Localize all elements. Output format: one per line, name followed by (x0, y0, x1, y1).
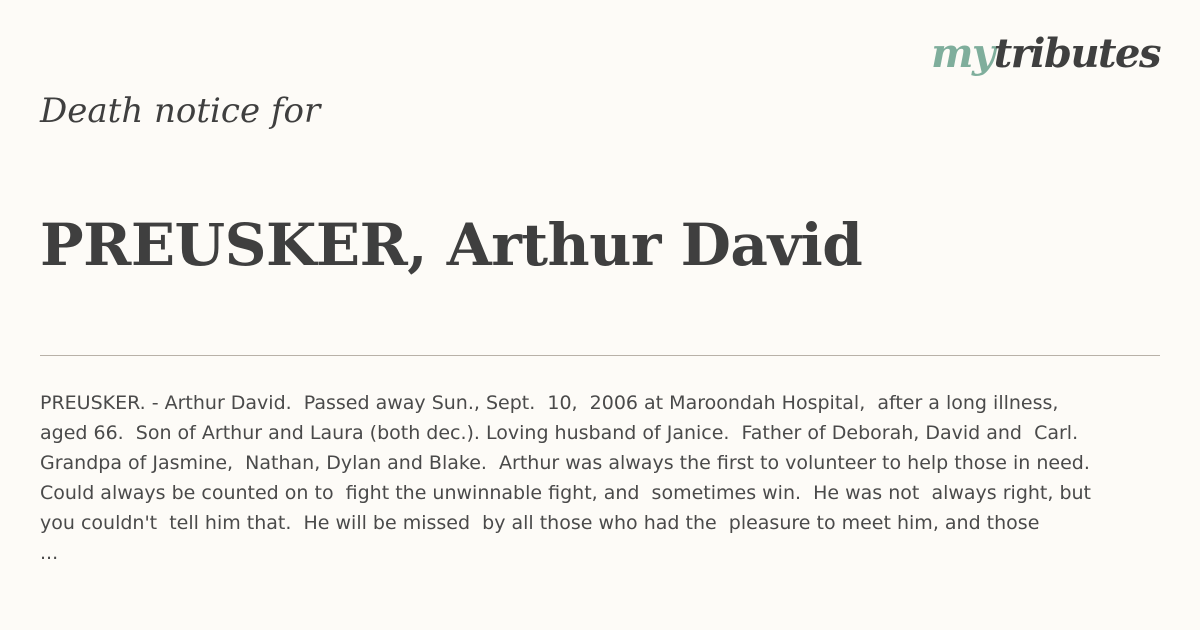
notice-prefix-heading: Death notice for (40, 91, 321, 131)
deceased-name-title: PREUSKER, Arthur David (40, 211, 863, 279)
notice-text-ellipsis: ... (40, 542, 59, 564)
notice-text-line: you couldn't tell him that. He will be missed by all those who had the pleasure to meet him, and those (40, 512, 1040, 534)
logo-part-tributes: tributes (993, 30, 1160, 77)
section-divider (40, 355, 1160, 356)
notice-text-line: aged 66. Son of Arthur and Laura (both dec.). Loving husband of Janice. Father of Deborah, David and Carl. (40, 422, 1079, 444)
death-notice-text (40, 388, 1160, 568)
notice-text-line: PREUSKER. - Arthur David. Passed away Sun., Sept. 10, 2006 at Maroondah Hospital, after a long illness, (40, 392, 1059, 414)
notice-text-line: Grandpa of Jasmine, Nathan, Dylan and Blake. Arthur was always the first to volunteer to help those in need. (40, 452, 1090, 474)
notice-text-line: Could always be counted on to fight the unwinnable fight, and sometimes win. He was not always right, but (40, 482, 1092, 504)
mytributes-logo[interactable] (931, 30, 1160, 77)
logo-part-my: my (931, 30, 994, 77)
